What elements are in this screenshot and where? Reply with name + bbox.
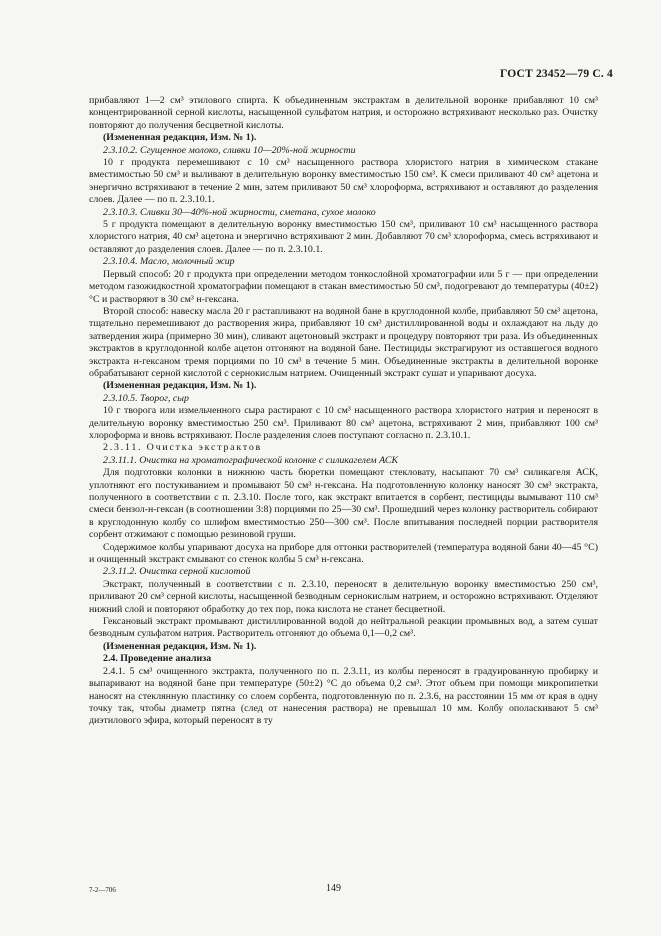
paragraph: Первый способ: 20 г продукта при определении методом тонкослойной хроматографии или 5 г — при определении методом газожидкостной хроматографии помещают в стакан вместимостью 50 см³, подогревают до температуры (40±2) °C и растворяют в 30 см³ н-гексана. bbox=[89, 268, 598, 305]
page-header: ГОСТ 23452—79 С. 4 bbox=[500, 68, 613, 80]
paragraph: Экстракт, полученный в соответствии с п. 2.3.10, переносят в делительную воронку вместимостью 250 см³, приливают 20 см³ серной кислоты, насыщенной безводным сернокислым натрием, и осторожно встряхивают. Отделяют нижний слой и повторяют обработку до тех пор, пока кислота не станет бесцветной. bbox=[89, 578, 598, 615]
paragraph: (Измененная редакция, Изм. № 1). bbox=[103, 132, 257, 144]
paragraph: Второй способ: навеску масла 20 г растапливают на водяной бане в круглодонной колбе, прибавляют 50 см³ ацетона, тщательно перемешивают до растворения жира, прибавляют 10 см³ дистиллированной воды и охлаждают на льду до затвердения жира (примерно 30 мин), сливают ацетоновый экстракт и процедуру повторяют три раза. Из объединенных экстрактов в круглодонной колбе ацетон отгоняют на водяной бане. Пестициды экстрагируют из оставшегося водного экстракта н-гексаном тремя порциями по 10 см³ в течение 5 мин. Объединенные экстракты в делительной воронке обрабатывают серной кислотой с сернокислым натрием. Очищенный экстракт сушат и упаривают досуха. bbox=[89, 305, 598, 379]
paragraph: прибавляют 1—2 см³ этилового спирта. К объединенным экстрактам в делительной воронке прибавляют 10 см³ концентрированной серной кислоты, насыщенной сульфатом натрия, и осторожно встряхивают несколько раз. Очистку повторяют до получения бесцветной кислоты. bbox=[89, 95, 598, 131]
paragraph: 2.3.11.2. Очистка серной кислотой bbox=[103, 566, 251, 578]
paragraph: 2.3.11.1. Очистка на хроматографической колонке с силикагелем АСК bbox=[103, 454, 399, 466]
paragraph: (Измененная редакция, Изм. № 1). bbox=[103, 640, 257, 652]
paragraph: 10 г продукта перемешивают с 10 см³ насыщенного раствора хлористого натрия в химическом стакане вместимостью 50 см³ и выливают в делительную воронку вместимостью 150 см³. К смеси приливают 40 см³ ацетона и энергично встряхивают в течение 2 мин, затем приливают 50 см³ хлороформа, встряхивают и оставляют до разделения слоев. Далее — по п. 2.3.10.1. bbox=[89, 157, 598, 206]
paragraph: Для подготовки колонки в нижнюю часть бюретки помещают стекловату, насыпают 70 см³ силикагеля АСК, уплотняют его постукиванием и промывают 50 см³ н-гексана. На подготовленную колонку наносят 30 см³ экстракта, полученного в соответствии с п. 2.3.10. После того, как экстракт впитается в сорбент, пестициды вымывают 110 см³ смеси бензол-н-гексан (в соотношении 3:8) порциями по 25—30 см³. Прошедший через колонку растворитель собирают в круглодонную колбу со шлифом вместимостью 250—300 см³. После впитывания последней порции растворителя сорбент отжимают с помощью резиновой груши. bbox=[89, 467, 598, 541]
paragraph: Гексановый экстракт промывают дистиллированной водой до нейтральной реакции промывных вод, а затем сушат безводным сульфатом натрия. Растворитель отгоняют до объема 0,1—0,2 см³. bbox=[89, 616, 598, 640]
document-body bbox=[89, 95, 598, 728]
paragraph: 2.3.10.3. Сливки 30—40%-ной жирности, сметана, сухое молоко bbox=[103, 206, 376, 218]
footer-code: 7-2—706 bbox=[89, 886, 116, 894]
paragraph: 10 г творога или измельченного сыра растирают с 10 см³ насыщенного раствора хлористого натрия и переносят в делительную воронку вместимостью 250 см³. Приливают 80 см³ ацетона, встряхивают 2 мин, прибавляют 100 см³ хлороформа и вновь встряхивают. После разделения слоев поступают согласно п. 2.3.10.1. bbox=[89, 405, 598, 441]
paragraph: 2.3.10.5. Творог, сыр bbox=[103, 392, 189, 404]
paragraph: (Измененная редакция, Изм. № 1). bbox=[103, 380, 257, 392]
paragraph: 2.3.10.2. Сгущенное молоко, сливки 10—20%-ной жирности bbox=[103, 144, 356, 156]
page-number: 149 bbox=[326, 883, 341, 894]
paragraph: Содержимое колбы упаривают досуха на приборе для оттонки растворителей (температура водяной бани 40—45 °C) и очищенный экстракт смывают со стенок колбы 5 см³ н-гексана. bbox=[89, 541, 598, 566]
paragraph: 2.3.11. Очистка экстрактов bbox=[103, 442, 263, 454]
paragraph: 2.3.10.4. Масло, молочный жир bbox=[103, 256, 235, 268]
paragraph: 2.4.1. 5 см³ очищенного экстракта, полученного по п. 2.3.11, из колбы переносят в градуированную пробирку и выпаривают на водяной бане при температуре (50±2) °C до объема 0,2 см³. Этот объем при помощи микропипетки наносят на стеклянную пластинку со слоем сорбента, подготовленную по п. 2.3.6, на расстоянии 15 мм от края в одну точку так, чтобы диаметр пятна (след от нанесения раствора) не превышал 10 мм. Колбу ополаскивают 5 см³ диэтилового эфира, который переносят в ту bbox=[89, 665, 598, 727]
paragraph: 2.4. Проведение анализа bbox=[103, 653, 212, 665]
paragraph: 5 г продукта помещают в делительную воронку вместимостью 150 см³, приливают 10 см³ насыщенного раствора хлористого натрия, 40 см³ ацетона и энергично встряхивают 2 мин. Добавляют 70 см³ хлороформа, смесь встряхивают и оставляют до разделения слоев. Далее — по п. 2.3.10.1. bbox=[89, 219, 598, 255]
